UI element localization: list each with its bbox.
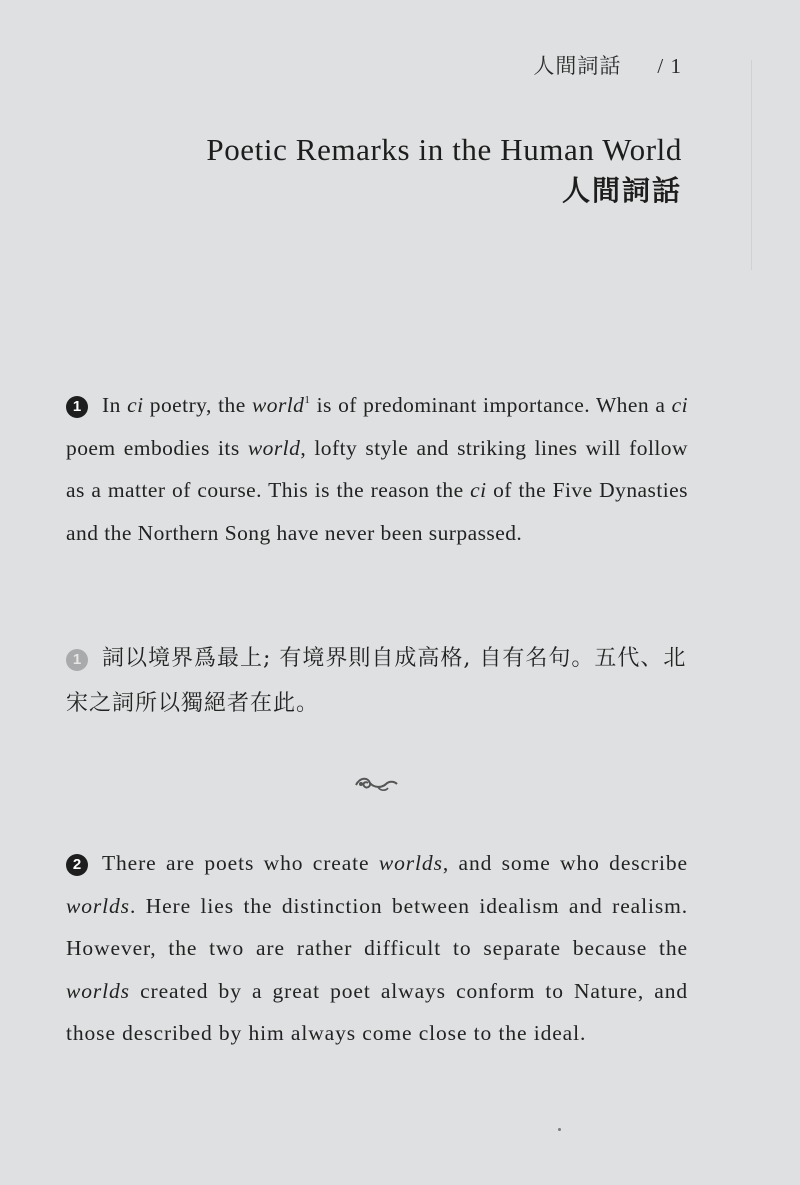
text-run: of the Five Dynasties and the Northern Song have never been surpassed. — [66, 478, 688, 545]
italic-term: ci — [127, 393, 144, 417]
paragraph-1-chinese — [66, 636, 706, 726]
title-english: Poetic Remarks in the Human World — [206, 132, 682, 167]
text-run: . Here lies the distinction between idealism and realism. However, the two are rather difficult to separate because the — [66, 893, 688, 960]
italic-term: world — [247, 435, 301, 460]
text-run: poem embodies its — [66, 435, 248, 460]
text-run: created by a great poet always conform to Nature, and those described by him always come close to the ideal. — [66, 978, 688, 1045]
text-run: , lofty style and striking lines will follow as a matter of course. This is the reason the — [66, 435, 688, 502]
italic-term: worlds — [66, 978, 130, 1003]
text-run: In — [102, 393, 128, 417]
paragraph-1-english — [66, 384, 688, 554]
page-number: / 1 — [657, 54, 682, 78]
text-run: There are poets who create — [102, 851, 379, 875]
paragraph-number-badge: 2 — [66, 854, 88, 876]
italic-term: ci — [671, 393, 689, 417]
paragraph-number-badge: 1 — [66, 396, 88, 418]
paragraph-2-english — [66, 842, 688, 1055]
text-run: poetry, the — [143, 393, 252, 417]
text-run: is of predominant importance. When a — [310, 393, 672, 417]
running-title: 人間詞話 — [533, 54, 622, 78]
italic-term: worlds — [66, 893, 130, 918]
italic-term: ci — [470, 478, 487, 502]
chinese-text: 詞以境界爲最上; 有境界則自成高格, 自有名句。五代、北宋之詞所以獨絕者在此。 — [66, 646, 687, 716]
text-run: , and some who describe — [442, 851, 688, 875]
italic-term: world — [251, 393, 305, 417]
title-chinese: 人間詞話 — [561, 176, 682, 207]
page-binding-edge — [751, 60, 758, 270]
chapter-title — [206, 128, 682, 212]
scroll-ornament-icon — [352, 772, 400, 794]
paragraph-number-badge-muted: 1 — [66, 649, 88, 671]
footnote-marker: 1 — [304, 394, 311, 406]
italic-term: worlds — [378, 851, 443, 875]
running-header — [533, 50, 682, 80]
paper-speck — [558, 1128, 561, 1131]
